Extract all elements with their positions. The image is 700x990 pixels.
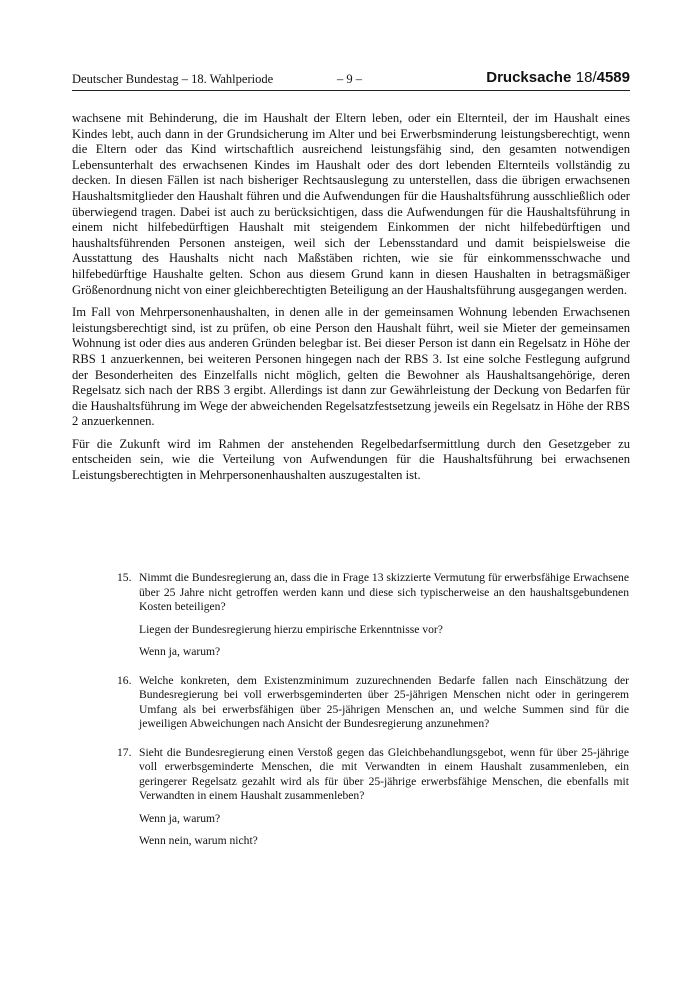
- question-number: 16.: [117, 673, 132, 687]
- question-subtext: Wenn nein, warum nicht?: [139, 834, 258, 847]
- question-list: [117, 571, 629, 863]
- parliament-period-label: Deutscher Bundestag – 18. Wahlperiode: [72, 72, 274, 86]
- question-subtext: Liegen der Bundesregierung hierzu empirische Erkenntnisse vor?: [139, 622, 443, 636]
- question-subtext: Wenn ja, warum?: [139, 645, 221, 658]
- question-subtext: Wenn ja, warum?: [139, 811, 221, 825]
- question-item: [117, 746, 629, 849]
- paragraph: Für die Zukunft wird im Rahmen der anstehenden Regelbedarfsermittlung durch den Gesetzgeber zu entscheiden sein, wie die Verteilung von Aufwendungen für die Haushaltsführung bei erwachsenen Leistungsberechtigten in Mehrpersonenhaushalten auszugestalten ist.: [72, 436, 630, 483]
- document-number: [486, 69, 630, 87]
- question-item: [117, 674, 629, 732]
- document-number-prefix: 18/: [575, 69, 597, 86]
- header-rule: [72, 90, 630, 91]
- question-text: Nimmt die Bundesregierung an, dass die in Frage 13 skizzierte Vermutung für erwerbsfähige Erwachsene über 25 Jahre nicht getroffen werden kann und diese sich typischerweise an den haushaltsgebundenen Kosten beteiligen?: [139, 571, 629, 613]
- question-number: 17.: [117, 745, 132, 759]
- question-text: Sieht die Bundesregierung einen Verstoß gegen das Gleichbehandlungsgebot, wenn für über 25-jährige voll erwerbsgeminderte Menschen, die mit Verwandten in einem Haushalt zusammenleben, ein geringerer Regelsatz gezahlt wird als für über 25-jährige erwerbsfähige Menschen, die ebenfalls mit Verwandten in einem Haushalt zusammenleben?: [139, 745, 629, 802]
- body-text: [72, 111, 630, 491]
- page-number: – 9 –: [337, 72, 362, 86]
- paragraph: wachsene mit Behinderung, die im Haushalt der Eltern leben, oder ein Elternteil, der im Haushalt eines Kindes lebt, auch dann in der Grundsicherung im Alter und bei Erwerbsminderung leistungsberechtigt, wenn die Eltern oder das Kind wirtschaftlich ausreichend leistungsfähig sind, den gesamten notwendigen Lebensunterhalt des erwachsenen Kindes im Haushalt oder des dort lebenden Elternteils vollständig zu decken. In diesen Fällen ist nach bisheriger Rechtsauslegung zu unterstellen, dass die übrigen erwachsenen Haushaltsmitglieder den Haushalt führen und die Aufwendungen für die Haushaltsführung ausschließlich oder überwiegend tragen. Dabei ist auch zu berücksichtigen, dass die Aufwendungen für die Haushaltsführung in einem nicht hilfebedürftigen Haushalt mit steigendem Einkommen der nicht hilfebedürftigen und haushaltsführenden Personen ansteigen, weil sich der Lebensstandard und damit beispielsweise die Ausstattung des Haushalts nicht nach Maßstäben richten, wie sie für einkommensschwache und hilfebedürftige Haushalte gelten. Schon aus diesem Grund kann in diesen Haushalten in betragsmäßiger Größenordnung nicht von einer gleichberechtigten Beteiligung an der Haushaltsführung ausgegangen werden.: [72, 111, 630, 297]
- document-number-suffix: 4589: [596, 69, 630, 86]
- question-text: Welche konkreten, dem Existenzminimum zuzurechnenden Bedarfe fallen nach Einschätzung der Bundesregierung bei voll erwerbsgeminderten über 25-jährigen Menschen nicht oder in geringerem Umfang als bei erwerbsfähigen über 25-jährigen Menschen an, und welche Summen sind für die jeweiligen Abweichungen nach Ansicht der Bundesregierung anzunehmen?: [139, 673, 629, 730]
- document-label: Drucksache: [486, 69, 572, 86]
- question-item: [117, 571, 629, 660]
- question-number: 15.: [117, 571, 132, 584]
- paragraph: Im Fall von Mehrpersonenhaushalten, in denen alle in der gemeinsamen Wohnung lebenden Erwachsenen leistungsberechtigt sind, ist zu prüfen, ob eine Person den Haushalt führt, weil sie Mieter der gemeinsamen Wohnung ist oder dies aus anderen Gründen belegbar ist. Bei dieser Person ist dann ein Regelsatz in Höhe der RBS 1 anzuerkennen, bei weiteren Personen hingegen nach der RBS 3. Ist eine solche Festlegung aufgrund der Besonderheiten des Einzelfalls nicht möglich, gelten die Bewohner als Haushaltsangehörige, deren Regelsatz sich nach der RBS 3 ergibt. Allerdings ist dann zur Gewährleistung der Deckung von Bedarfen für die Haushaltsführung im Wege der abweichenden Regelsatzfestsetzung jeweils ein Regelsatz in Höhe der RBS 2 anzuerkennen.: [72, 305, 630, 429]
- page-header: [72, 69, 630, 89]
